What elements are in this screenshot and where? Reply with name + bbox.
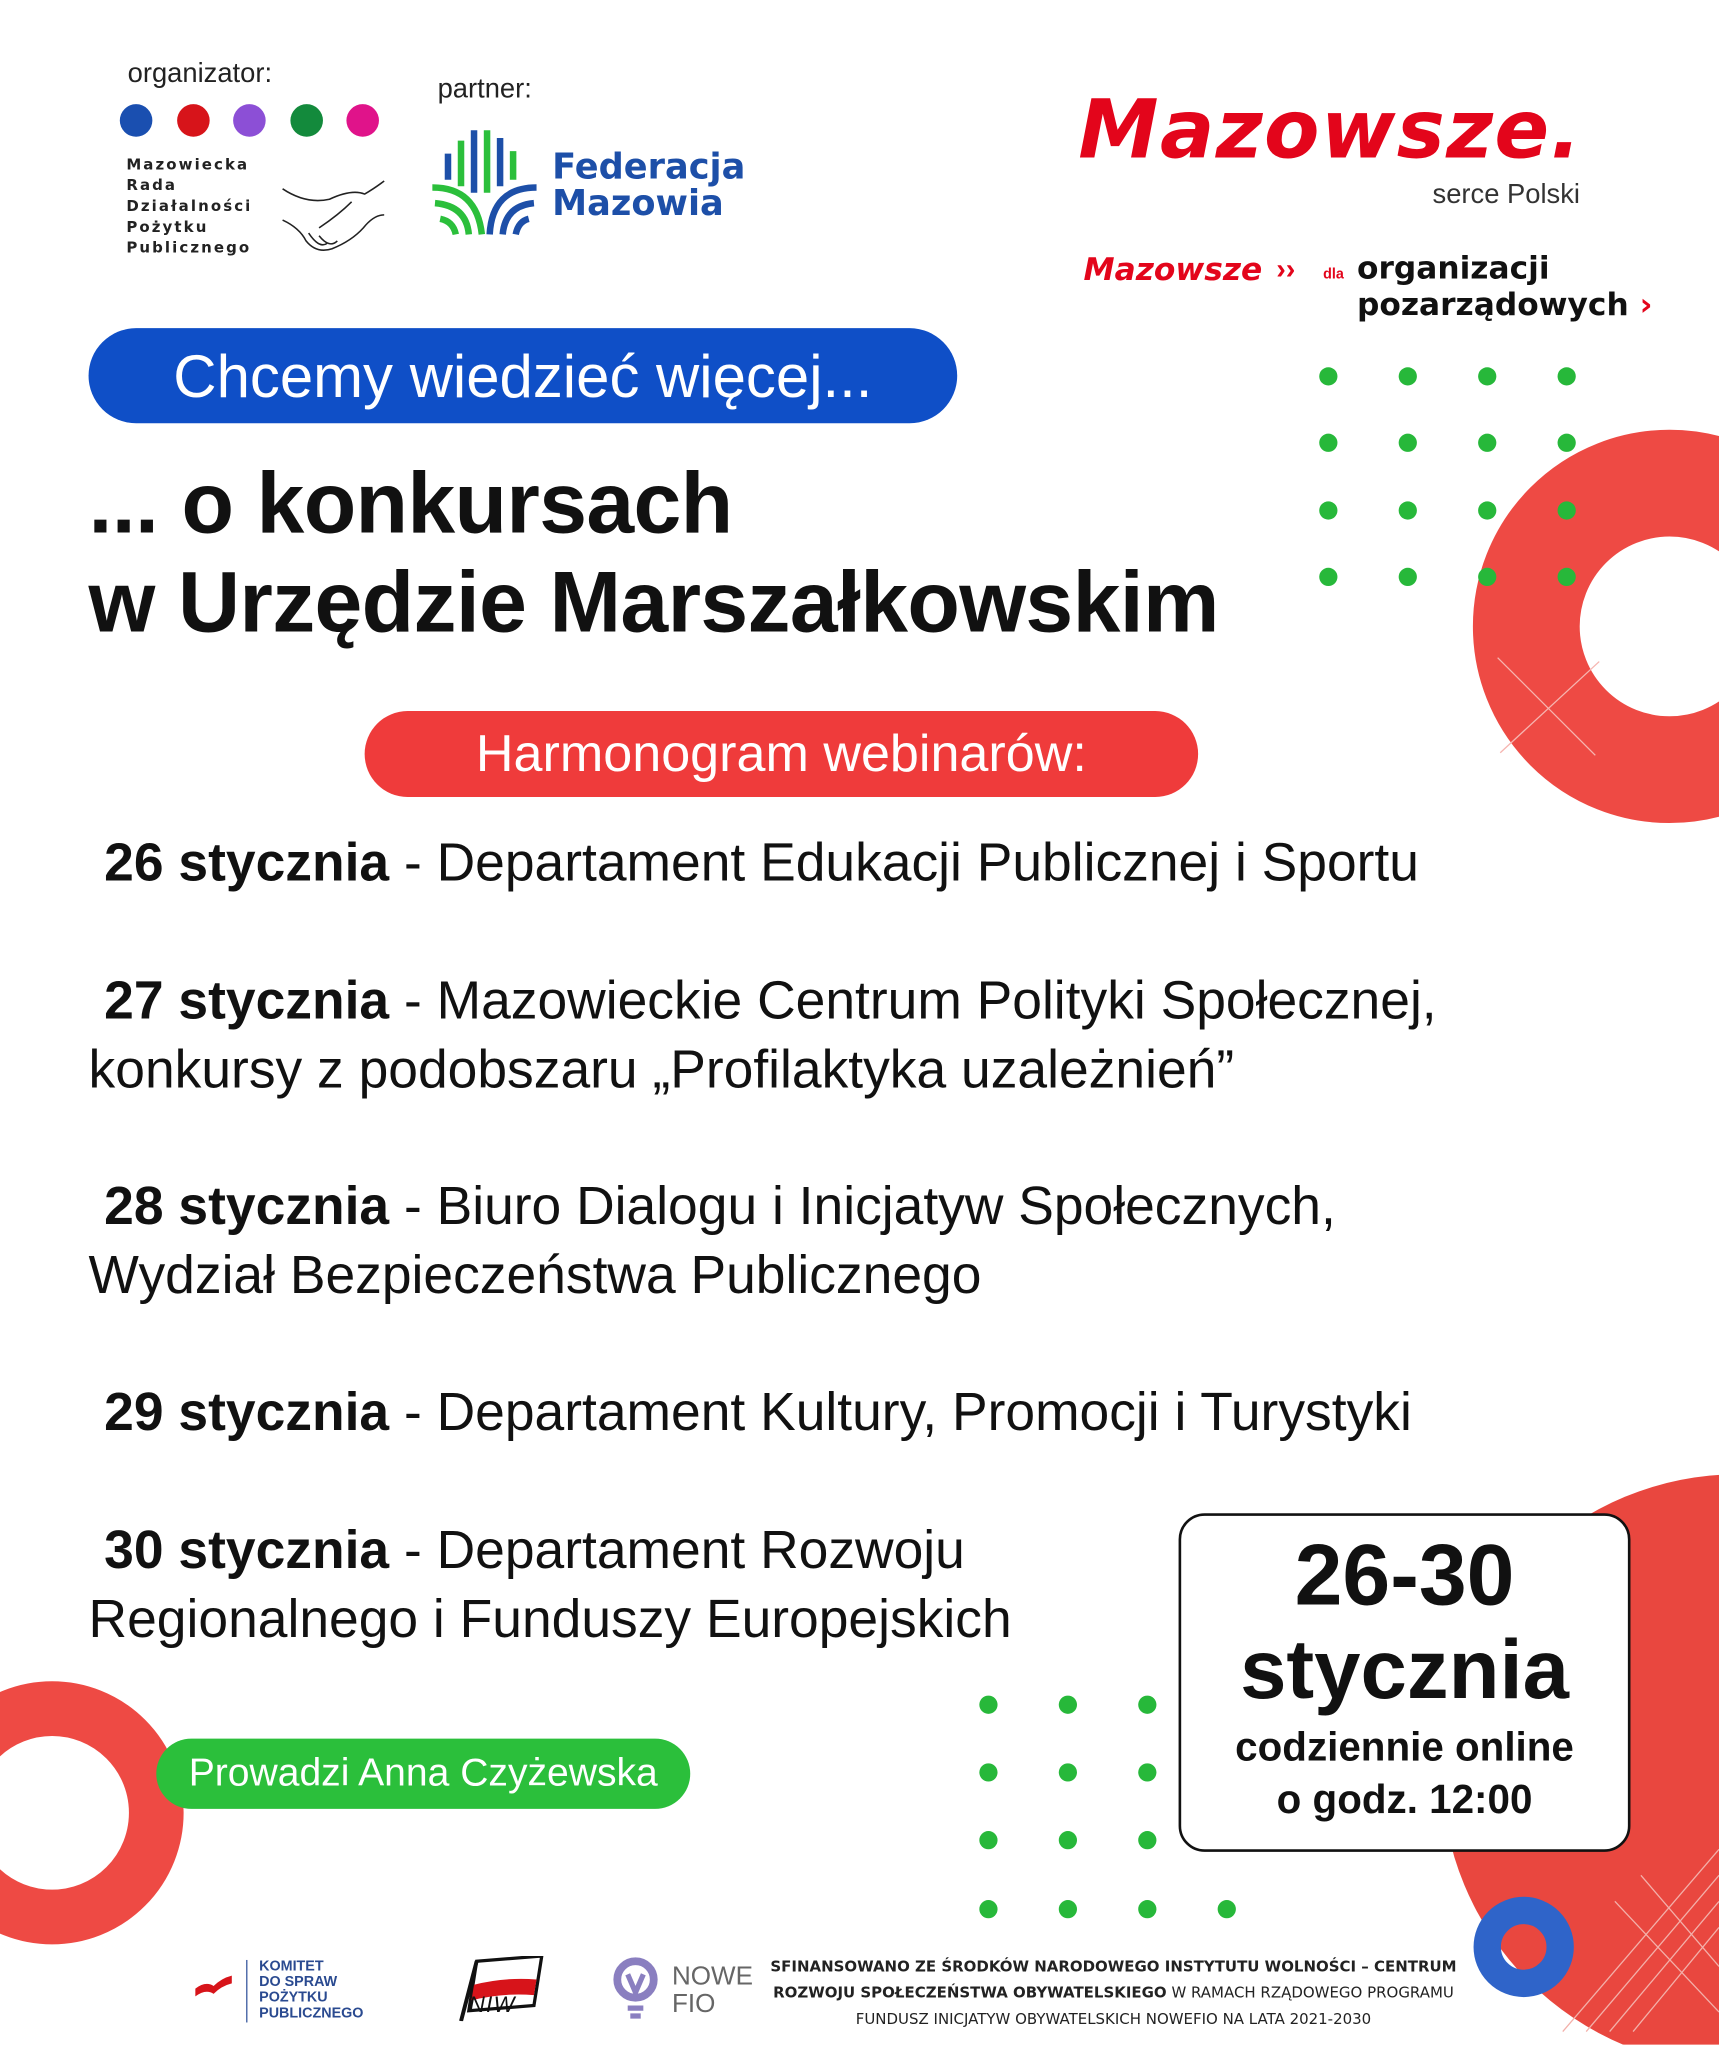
info-month: stycznia [1240,1622,1569,1717]
green-dot [1478,568,1496,586]
chevron-right-icon: › [1628,286,1653,323]
niw-logo-text: NIW [468,1992,516,2018]
organizer-name-line: Pożytku [126,217,209,236]
organizer-name-line: Mazowiecka [126,154,250,174]
federacja-mazowia-logo-icon [430,128,539,237]
green-dot [1059,1763,1077,1781]
info-date-range: 26-30 [1294,1526,1515,1623]
organizer-name-line: Działalności [126,196,253,215]
komitet-flag-icon [193,1973,235,2004]
organizer-name [126,154,252,258]
nowefio-bulb-icon [612,1956,664,2021]
schedule-item [89,1378,1412,1447]
program-logo: Mazowsze [1083,251,1263,288]
funding-line [773,1983,1454,2001]
schedule-text: - Departament Kultury, Promocji i Turystyki [403,1381,1412,1442]
komitet-line: PUBLICZNEGO [259,2005,364,2022]
info-time: o godz. 12:00 [1276,1776,1533,1822]
schedule-date: 26 stycznia [104,832,390,893]
green-dot [1558,367,1576,385]
schedule-text: konkursy z podobszaru „Profilaktyka uzależnień” [88,1039,1235,1100]
page-title [89,453,1219,651]
green-dot [1138,1900,1156,1918]
green-dot [1478,501,1496,519]
divider [246,1960,247,2023]
green-dot [1319,501,1337,519]
partner-name-line: Mazowia [552,183,724,224]
green-dot [1558,568,1576,586]
komitet-line: DO SPRAW [259,1974,338,1990]
schedule-text: - Departament Edukacji Publicznej i Sportu [403,832,1419,893]
green-dot [1138,1696,1156,1714]
schedule-item [89,966,1437,1104]
schedule-text: - Departament Rozwoju [403,1519,965,1580]
nowefio-line: NOWE [671,1962,754,1992]
green-dot [1059,1696,1077,1714]
green-dot [1399,568,1417,586]
schedule-item [89,1516,1012,1654]
red-ring-top-right [1526,483,1719,770]
organizer-dot [233,104,266,137]
schedule-date: 29 stycznia [104,1381,390,1442]
green-dot [1138,1763,1156,1781]
title-line: ... o konkursach [88,454,733,551]
schedule-text: - Mazowieckie Centrum Polityki Społecznej, [403,970,1437,1031]
green-dot [1399,367,1417,385]
funding-normal: W RAMACH RZĄDOWEGO PROGRAMU [1166,1983,1454,2002]
komitet-line: POŻYTKU [259,1989,328,2006]
organizer-name-line: Rada [126,175,178,195]
chevron-right-double-icon: ›› [1276,252,1296,286]
nowefio-line: FIO [671,1989,716,2019]
info-box [1179,1513,1631,1852]
program-name-line: organizacji [1356,250,1550,287]
organizer-dot [120,104,153,137]
organizer-label: organizator: [127,58,273,89]
green-dot [1319,434,1337,452]
schedule-text: Wydział Bezpieczeństwa Publicznego [88,1244,982,1305]
green-dot [1478,434,1496,452]
green-dot [1399,434,1417,452]
partner-label: partner: [437,74,532,105]
nowefio-logo-text [672,1964,753,2019]
green-dot [1399,501,1417,519]
partner-name [552,147,746,224]
info-mode: codziennie online [1235,1724,1574,1770]
red-ring-left [0,1709,156,1917]
green-dot [1319,568,1337,586]
funding-line: FUNDUSZ INICJATYW OBYWATELSKICH NOWEFIO NA LATA 2021-2030 [855,2009,1372,2028]
green-dot [979,1831,997,1849]
mazowsze-logo: Mazowsze. [1078,82,1583,178]
organizer-dot [176,104,209,137]
komitet-logo [259,1959,363,2022]
schedule-date: 27 stycznia [104,970,390,1031]
schedule-text: Regionalnego i Funduszy Europejskich [88,1588,1012,1649]
schedule-text: - Biuro Dialogu i Inicjatyw Społecznych, [403,1175,1336,1236]
green-dot [979,1763,997,1781]
title-line: w Urzędzie Marszałkowskim [88,553,1219,650]
program-dla: dla [1323,266,1344,283]
green-dot [1138,1831,1156,1849]
funding-bold: ROZWOJU SPOŁECZEŃSTWA OBYWATELSKIEGO [773,1983,1167,2002]
green-dot [1558,501,1576,519]
green-dot [1558,434,1576,452]
organizer-dot [290,104,323,137]
green-dot [1319,367,1337,385]
green-dot [1478,367,1496,385]
schedule-pill: Harmonogram webinarów: [365,711,1198,797]
green-dot [1059,1831,1077,1849]
schedule-date: 28 stycznia [104,1175,390,1236]
green-dot [1218,1900,1236,1918]
green-dot [1059,1900,1077,1918]
schedule-item [89,1172,1336,1310]
organizer-dot [346,104,379,137]
schedule-date: 30 stycznia [104,1519,390,1580]
partner-name-line: Federacja [552,147,746,188]
organizer-name-line: Publicznego [126,238,252,257]
green-dot [979,1696,997,1714]
host-pill: Prowadzi Anna Czyżewska [156,1739,690,1809]
program-name [1357,250,1652,323]
funding-line: SFINANSOWANO ZE ŚRODKÓW NARODOWEGO INSTYTUTU WOLNOŚCI – CENTRUM [770,1957,1457,1976]
brand-tagline: serce Polski [1432,179,1580,210]
intro-pill: Chcemy wiedzieć więcej... [89,328,958,423]
komitet-line: KOMITET [259,1958,324,1975]
handshake-icon [280,176,387,257]
program-name-line: pozarządowych [1356,286,1629,323]
schedule-item [89,828,1419,897]
green-dot [979,1900,997,1918]
